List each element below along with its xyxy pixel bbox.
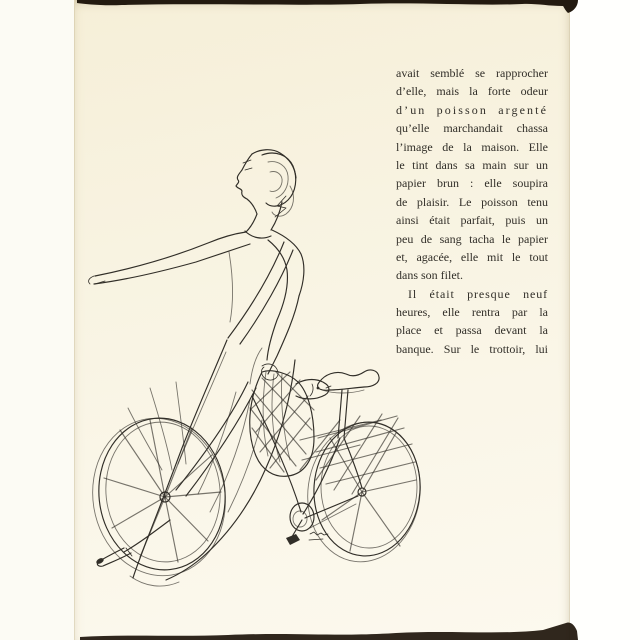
text-line: et, agacée, elle mit le tout: [396, 249, 548, 264]
text-block: [396, 64, 548, 358]
text-line: d’elle, mais la forte odeur: [396, 84, 548, 99]
text-line: heures, elle rentra par la: [396, 305, 548, 320]
text-line: banque. Sur le trottoir, lui: [396, 341, 548, 356]
text-line: ainsi était parfait, puis un: [396, 213, 548, 228]
text-line: l’image de la maison. Elle: [396, 139, 548, 154]
text-line: avait semblé se rapprocher: [396, 66, 548, 80]
text-line: peu de sang tacha le papier: [396, 231, 548, 246]
text-line: place et passa devant la: [396, 323, 548, 338]
text-line: qu’elle marchandait chassa: [396, 121, 548, 136]
text-line: papier brun : elle soupira: [396, 176, 548, 191]
text-line: Il était presque neuf: [408, 286, 548, 301]
text-line: le tint dans sa main sur un: [396, 157, 548, 172]
text-line: d’un poisson argenté: [396, 102, 548, 117]
page-right-gutter: [568, 0, 640, 640]
text-line: de plaisir. Le poisson tenu: [396, 194, 548, 209]
text-line: dans son filet.: [396, 268, 463, 283]
book-page: [74, 0, 570, 640]
